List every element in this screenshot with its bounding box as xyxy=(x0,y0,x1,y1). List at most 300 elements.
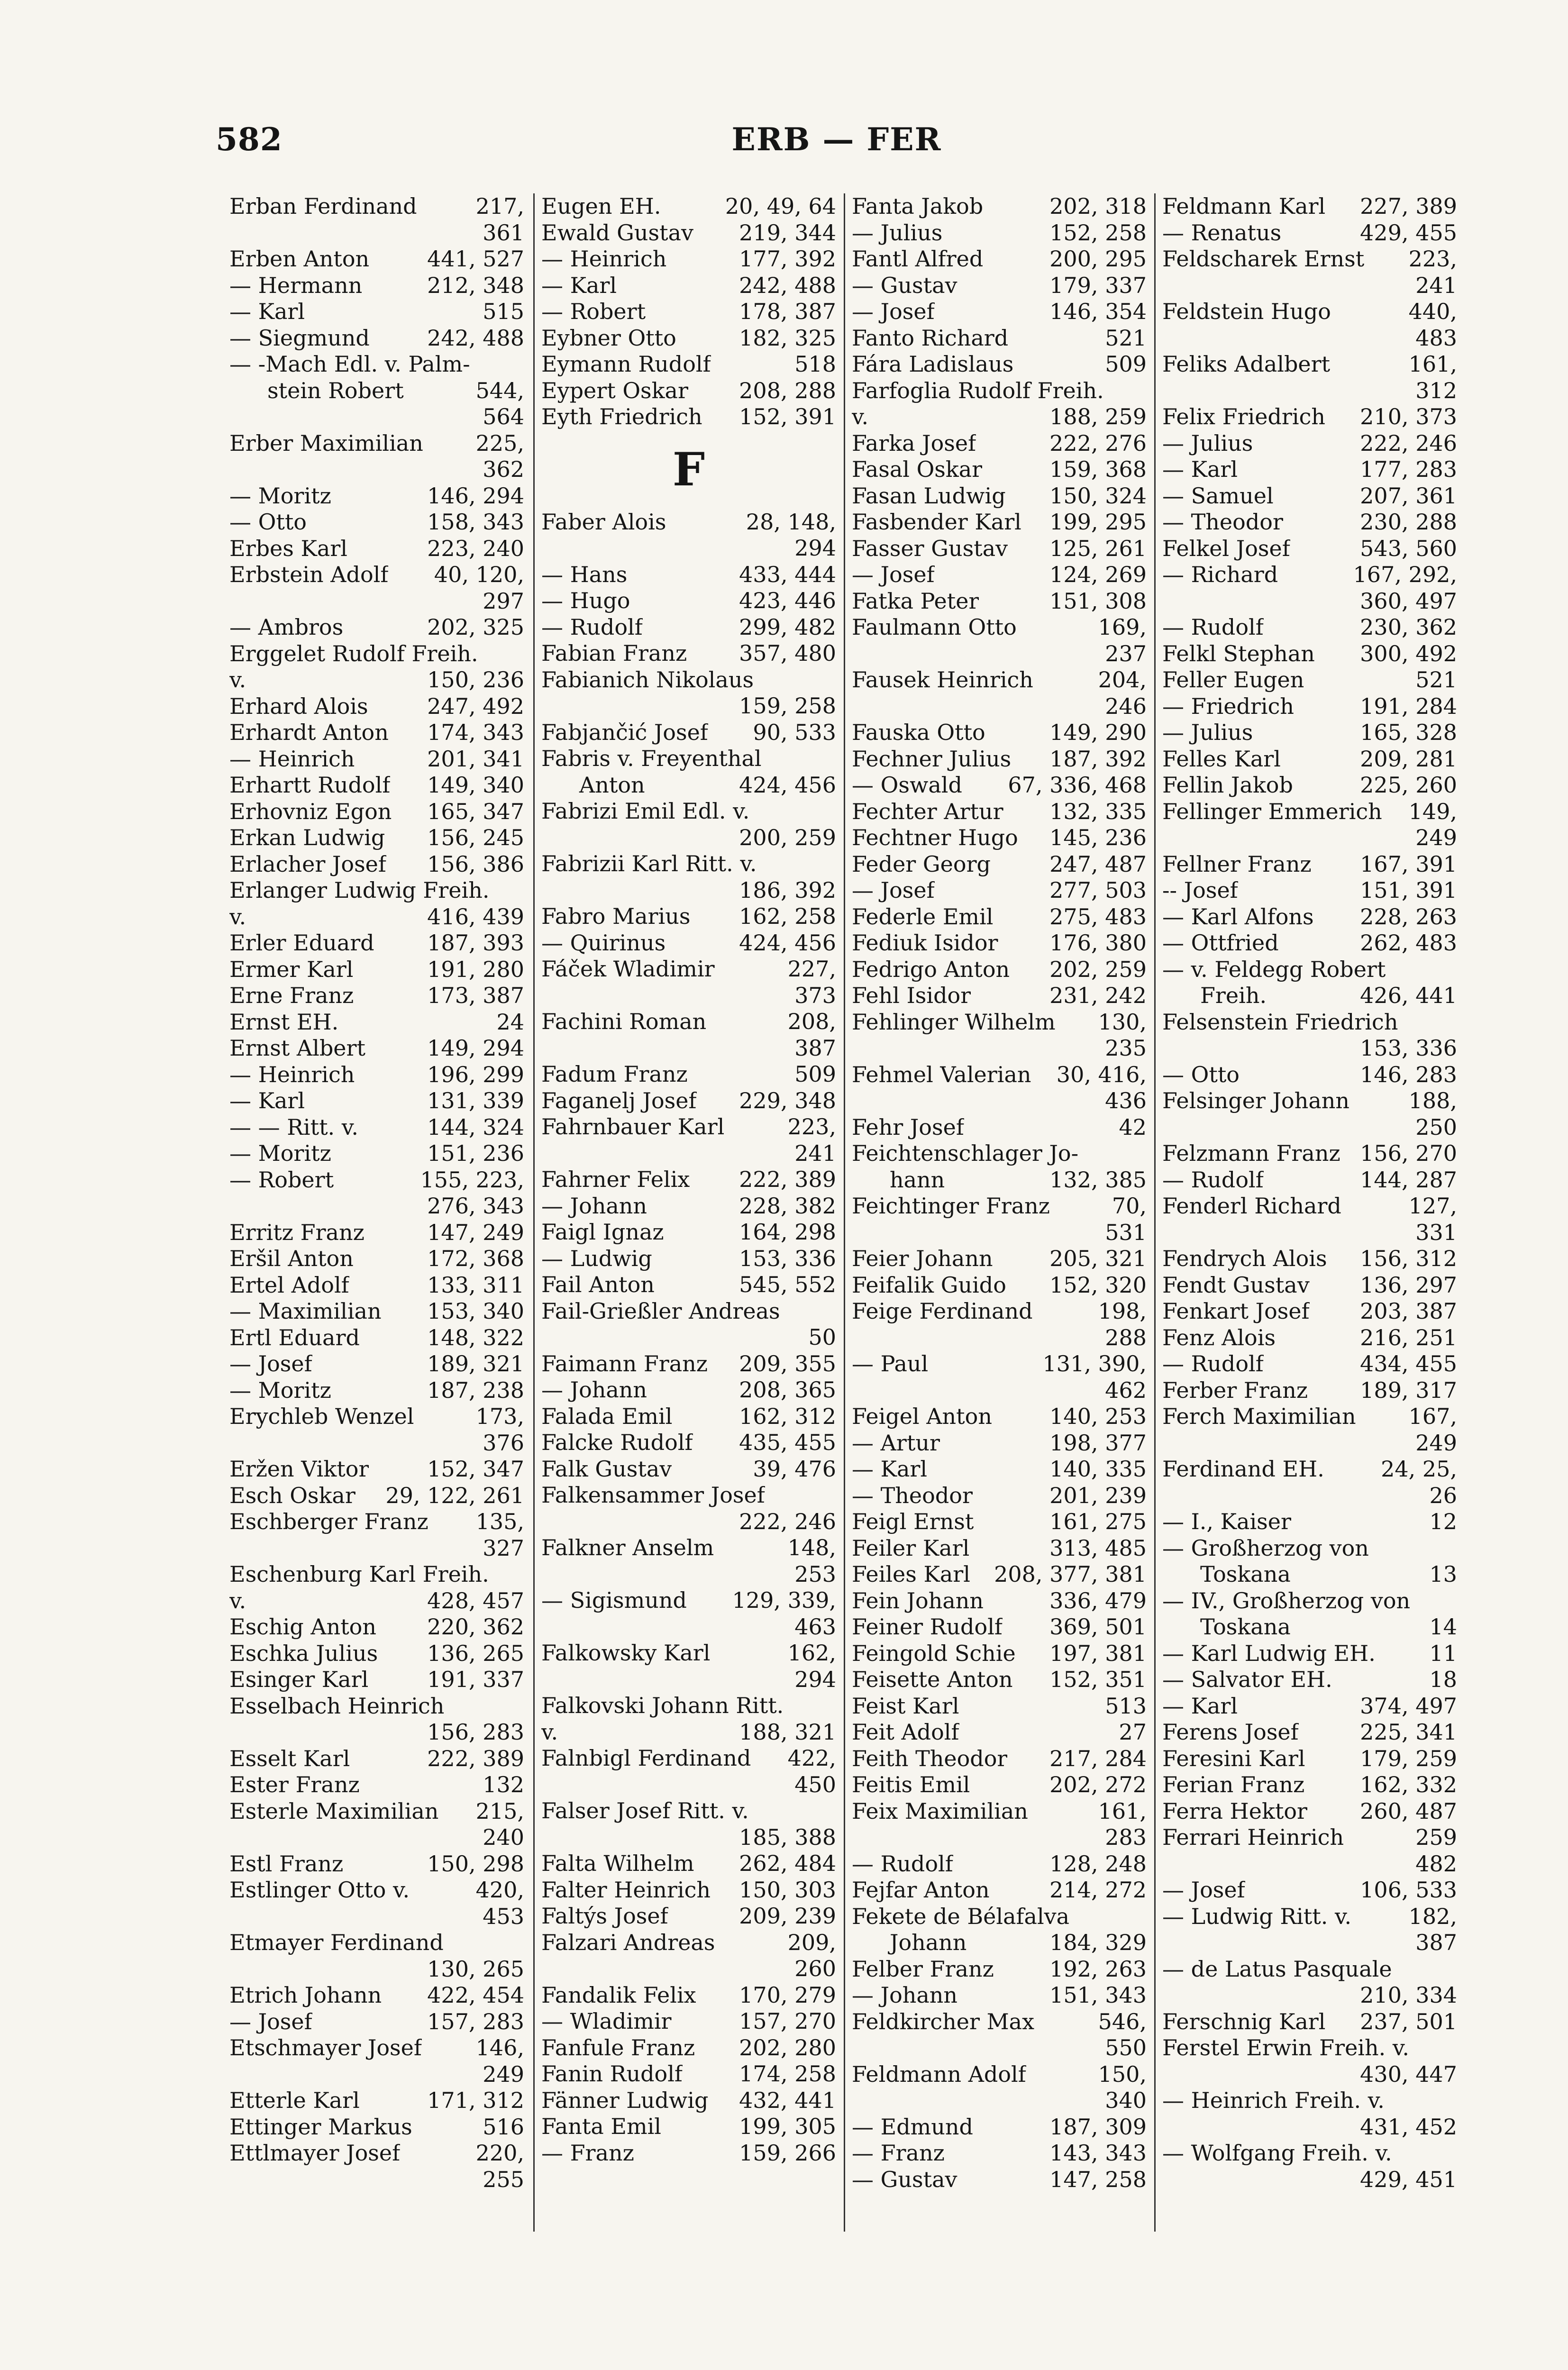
entry-pages xyxy=(830,1298,836,1325)
index-entry xyxy=(229,1404,524,1456)
entry-pages: 426, 441 xyxy=(1360,983,1457,1008)
entry-pages: 212, 348 xyxy=(427,272,524,298)
entry-pages xyxy=(1451,1588,1457,1614)
entry-pages: 147, 249 xyxy=(427,1219,524,1245)
entry-pages: 191, 284 xyxy=(1360,693,1457,719)
entry-pages: 29, 122, 261 xyxy=(385,1482,524,1508)
index-entry xyxy=(229,957,524,983)
entry-name: — Renatus xyxy=(1162,219,1282,246)
entry-pages: 222, 389 xyxy=(739,1167,836,1192)
entry-name: Eschka Julius xyxy=(229,1640,378,1666)
entry-pages: 40, 120, xyxy=(434,562,524,587)
index-entry xyxy=(541,956,836,1009)
index-entry xyxy=(541,351,836,378)
entry-pages-continued: 340 xyxy=(1105,2087,1147,2113)
index-entry xyxy=(229,693,524,720)
entry-name: — Rudolf xyxy=(852,1850,953,1877)
entry-pages: 313, 485 xyxy=(1049,1535,1147,1561)
entry-name: Fanta Jakob xyxy=(852,193,984,219)
entry-name: Falkovski Johann Ritt. xyxy=(541,1693,784,1718)
entry-name: Falcke Rudolf xyxy=(541,1430,693,1455)
index-entry xyxy=(541,1640,836,1693)
entry-pages: 171, 312 xyxy=(427,2087,524,2113)
index-entry xyxy=(229,930,524,957)
index-entry xyxy=(541,877,836,904)
entry-name: Feingold Schie xyxy=(852,1640,1016,1666)
entry-pages: 27 xyxy=(1119,1719,1147,1745)
entry-pages: 167, xyxy=(1408,1404,1457,1429)
entry-name: Fabris v. Freyenthal xyxy=(541,746,762,771)
entry-pages xyxy=(1451,1956,1457,1983)
entry-pages: 225, 341 xyxy=(1360,1719,1457,1745)
entry-name: Felzmann Franz xyxy=(1162,1140,1340,1166)
entry-pages: 215, xyxy=(475,1798,524,1824)
index-entry xyxy=(852,1351,1147,1404)
entry-name: — — Ritt. v. xyxy=(229,1114,358,1140)
entry-name: — Moritz xyxy=(229,483,331,509)
entry-pages: 201, 341 xyxy=(427,746,524,772)
entry-pages: 144, 287 xyxy=(1360,1167,1457,1193)
index-entry xyxy=(1162,456,1457,483)
entry-name: — Großherzog von xyxy=(1162,1535,1369,1561)
index-entry xyxy=(229,746,524,773)
entry-pages: 151, 308 xyxy=(1049,588,1147,614)
index-entry xyxy=(229,2035,524,2087)
index-entry xyxy=(541,193,836,220)
entry-pages: 144, 324 xyxy=(427,1114,524,1140)
entry-name: Fechter Artur xyxy=(852,798,1003,824)
entry-name: Ertl Eduard xyxy=(229,1324,360,1350)
entry-pages: 136, 297 xyxy=(1360,1272,1457,1298)
index-entry xyxy=(229,720,524,746)
entry-name: Feiner Rudolf xyxy=(852,1614,1003,1640)
index-entry xyxy=(229,1009,524,1036)
entry-pages: 199, 305 xyxy=(739,2114,836,2139)
index-entry xyxy=(229,273,524,299)
entry-pages: 124, 269 xyxy=(1049,562,1147,587)
index-entry xyxy=(229,1667,524,1693)
index-entry xyxy=(1162,904,1457,930)
entry-pages: 177, 392 xyxy=(739,246,836,272)
entry-pages xyxy=(519,351,524,378)
entry-name: Ferrari Heinrich xyxy=(1162,1824,1344,1850)
entry-pages: 188, 321 xyxy=(739,1719,836,1745)
entry-pages: 189, 321 xyxy=(427,1351,524,1376)
index-entry xyxy=(852,378,1147,404)
entry-name: Fasbender Karl xyxy=(852,509,1021,535)
index-entry xyxy=(1162,1772,1457,1798)
entry-name: Feigl Ernst xyxy=(852,1509,974,1534)
entry-name: Feresini Karl xyxy=(1162,1745,1305,1771)
entry-pages xyxy=(519,1561,524,1588)
index-entry xyxy=(1162,1009,1457,1036)
entry-name: Fail-Grießler Andreas xyxy=(541,1298,780,1324)
entry-name: — Sigismund xyxy=(541,1587,687,1613)
entry-pages: 127, xyxy=(1408,1193,1457,1219)
entry-pages: 201, 239 xyxy=(1049,1482,1147,1508)
entry-pages: 30, 416, xyxy=(1056,1061,1147,1087)
entry-pages-continued: 255 xyxy=(483,2166,524,2192)
index-entry xyxy=(1162,1272,1457,1299)
entry-name: — Johann xyxy=(541,1193,647,1219)
entry-pages-continued: 249 xyxy=(1415,1430,1457,1456)
entry-pages: 169, xyxy=(1098,614,1147,640)
entry-pages: 521 xyxy=(1415,667,1457,693)
entry-name: v. xyxy=(229,903,246,930)
entry-pages: 153, 336 xyxy=(739,1245,836,1271)
entry-pages: 151, 391 xyxy=(1360,877,1457,903)
index-entry xyxy=(852,483,1147,510)
index-entry xyxy=(229,1456,524,1483)
index-entry xyxy=(541,2140,836,2167)
index-entry xyxy=(1162,1956,1457,1983)
entry-name: — Heinrich Freih. v. xyxy=(1162,2087,1385,2113)
entry-name: hann xyxy=(890,1167,945,1193)
entry-name: Falta Wilhelm xyxy=(541,1850,694,1876)
entry-pages: 67, 336, 468 xyxy=(1008,772,1147,798)
entry-pages-continued: 436 xyxy=(1105,1088,1147,1113)
entry-pages: 509 xyxy=(1105,351,1147,377)
entry-pages: 515 xyxy=(483,299,524,324)
index-entry xyxy=(229,299,524,325)
index-entry xyxy=(1162,2087,1457,2114)
entry-name: Faltýs Josef xyxy=(541,1903,668,1929)
index-entry xyxy=(852,456,1147,483)
entry-pages: 131, 390, xyxy=(1042,1351,1147,1376)
entry-name: — Gustav xyxy=(852,2166,957,2192)
entry-pages: 13 xyxy=(1429,1561,1457,1587)
entry-pages: 222, 246 xyxy=(1360,430,1457,456)
index-entry xyxy=(1162,957,1457,983)
entry-name: — Hans xyxy=(541,561,628,587)
entry-pages: 135, xyxy=(475,1509,524,1534)
entry-pages: 187, 393 xyxy=(427,930,524,956)
index-entry xyxy=(1162,1167,1457,1194)
entry-pages: 150, 303 xyxy=(739,1877,836,1903)
entry-name: — Paul xyxy=(852,1351,929,1376)
index-entry xyxy=(541,2008,836,2035)
index-entry xyxy=(1162,1298,1457,1325)
entry-pages-continued: 276, 343 xyxy=(427,1193,524,1219)
entry-pages: 170, 279 xyxy=(739,1982,836,2008)
entry-name: Fandalik Felix xyxy=(541,1982,696,2008)
index-entry xyxy=(229,1325,524,1351)
entry-pages-continued: 253 xyxy=(794,1561,836,1587)
entry-name: Eržen Viktor xyxy=(229,1456,369,1482)
entry-pages: 132, 385 xyxy=(1049,1167,1147,1193)
entry-name: — Robert xyxy=(541,299,646,324)
entry-name: Feldmann Adolf xyxy=(852,2061,1026,2087)
entry-pages-continued: 361 xyxy=(483,219,524,246)
index-entry xyxy=(541,720,836,746)
entry-name: Fenderl Richard xyxy=(1162,1193,1341,1219)
index-entry xyxy=(1162,1614,1457,1641)
entry-pages: 151, 236 xyxy=(427,1140,524,1166)
entry-name: Feige Ferdinand xyxy=(852,1298,1033,1324)
entry-name: Erlanger Ludwig Freih. xyxy=(229,877,490,903)
entry-pages: 423, 446 xyxy=(739,588,836,613)
entry-pages: 210, 334 xyxy=(1360,1982,1457,2008)
entry-name: Ferian Franz xyxy=(1162,1772,1305,1797)
entry-name: — Julius xyxy=(1162,430,1253,456)
entry-name: Feist Karl xyxy=(852,1693,959,1719)
entry-pages-continued: 362 xyxy=(483,456,524,482)
index-entry xyxy=(1162,246,1457,299)
entry-name: Fendt Gustav xyxy=(1162,1272,1310,1298)
index-entry xyxy=(1162,641,1457,667)
index-entry xyxy=(541,1430,836,1456)
index-entry xyxy=(852,2140,1147,2167)
entry-pages: 179, 259 xyxy=(1360,1745,1457,1771)
entry-pages: 24 xyxy=(496,1009,524,1035)
entry-name: — Ludwig xyxy=(541,1245,652,1271)
entry-name: Fabrizi Emil Edl. v. xyxy=(541,798,750,824)
entry-name: Fellner Franz xyxy=(1162,851,1312,877)
entry-name: Farfoglia Rudolf Freih. xyxy=(852,377,1104,403)
entry-name: v. xyxy=(541,1719,558,1745)
entry-pages: 299, 482 xyxy=(739,614,836,640)
entry-name: Freih. xyxy=(1200,983,1267,1008)
entry-pages: 198, xyxy=(1098,1298,1147,1324)
entry-name: — Hermann xyxy=(229,272,363,298)
entry-pages-continued: 235 xyxy=(1105,1035,1147,1061)
entry-pages: 422, xyxy=(787,1745,836,1771)
index-entry xyxy=(1162,1877,1457,1904)
entry-name: — Artur xyxy=(852,1430,940,1456)
entry-name: Ferber Franz xyxy=(1162,1377,1308,1403)
index-entry xyxy=(852,246,1147,273)
entry-pages: 220, xyxy=(475,2140,524,2166)
entry-pages: 203, 387 xyxy=(1360,1298,1457,1324)
entry-pages: 150, xyxy=(1098,2061,1147,2087)
entry-pages xyxy=(519,1693,524,1720)
entry-name: Eypert Oskar xyxy=(541,377,688,403)
index-entry xyxy=(229,351,524,378)
entry-name: Ferens Josef xyxy=(1162,1719,1299,1745)
entry-name: Eschenburg Karl Freih. xyxy=(229,1561,489,1587)
index-entry xyxy=(1162,193,1457,220)
index-entry xyxy=(852,1693,1147,1720)
index-entry xyxy=(541,1404,836,1430)
entry-name: Feigel Anton xyxy=(852,1404,992,1429)
index-entry xyxy=(229,1272,524,1299)
entry-pages: 159, 266 xyxy=(739,2140,836,2166)
page-header xyxy=(216,121,1458,168)
entry-name: Fehlinger Wilhelm xyxy=(852,1009,1056,1035)
entry-pages: 165, 328 xyxy=(1360,720,1457,745)
entry-pages: 230, 362 xyxy=(1360,614,1457,640)
entry-name: Ferschnig Karl xyxy=(1162,2008,1326,2034)
entry-pages: 147, 258 xyxy=(1049,2166,1147,2192)
index-entry xyxy=(229,2009,524,2035)
index-entry xyxy=(1162,1719,1457,1746)
entry-name: Fabianich Nikolaus xyxy=(541,666,754,693)
index-entry xyxy=(852,1272,1147,1299)
entry-name: Anton xyxy=(579,772,645,798)
index-entry xyxy=(852,299,1147,325)
index-entry xyxy=(541,903,836,930)
entry-pages: 161, 275 xyxy=(1049,1509,1147,1534)
entry-pages: 434, 455 xyxy=(1360,1351,1457,1376)
entry-name: Estlinger Otto v. xyxy=(229,1877,410,1903)
entry-pages: 152, 258 xyxy=(1049,219,1147,246)
entry-pages xyxy=(830,798,836,825)
entry-pages-continued: 463 xyxy=(794,1613,836,1640)
entry-name: Falter Heinrich xyxy=(541,1877,711,1903)
entry-pages: 209, 239 xyxy=(739,1903,836,1929)
index-entry xyxy=(541,1930,836,1982)
index-entry xyxy=(852,877,1147,904)
entry-pages-continued: 26 xyxy=(1429,1482,1457,1508)
entry-name: Erhovniz Egon xyxy=(229,798,392,824)
entry-pages: 155, 223, xyxy=(420,1167,524,1193)
entry-pages: 148, xyxy=(787,1535,836,1560)
entry-pages: 222, 276 xyxy=(1049,430,1147,456)
index-entry xyxy=(229,851,524,878)
entry-name: Feldmann Karl xyxy=(1162,193,1326,219)
entry-pages: 217, xyxy=(475,193,524,219)
entry-pages: 156, 386 xyxy=(427,851,524,877)
entry-name: Toskana xyxy=(1200,1614,1291,1640)
index-entry xyxy=(1162,2061,1457,2088)
entry-pages: 202, 272 xyxy=(1049,1772,1147,1797)
index-entry xyxy=(541,1482,836,1509)
section-letter: F xyxy=(672,442,705,496)
entry-name: Fára Ladislaus xyxy=(852,351,1014,377)
entry-name: — Franz xyxy=(852,2140,945,2166)
index-entry xyxy=(229,614,524,641)
entry-pages: 11 xyxy=(1429,1640,1457,1666)
entry-name: Falser Josef Ritt. v. xyxy=(541,1798,749,1823)
entry-name: Fediuk Isidor xyxy=(852,930,998,956)
entry-name: Fasan Ludwig xyxy=(852,483,1006,509)
index-entry xyxy=(229,1877,524,1930)
entry-name: Erber Maximilian xyxy=(229,430,423,456)
entry-pages: 172, 368 xyxy=(427,1246,524,1271)
entry-name: — Franz xyxy=(541,2140,634,2166)
index-entry xyxy=(229,772,524,799)
index-entry xyxy=(852,509,1147,536)
entry-name: v. xyxy=(852,404,869,429)
index-entry xyxy=(229,1930,524,1956)
entry-name: Fáček Wladimir xyxy=(541,956,715,982)
entry-name: — Salvator EH. xyxy=(1162,1667,1332,1692)
entry-pages: 433, 444 xyxy=(739,561,836,587)
entry-pages: 543, 560 xyxy=(1360,535,1457,561)
entry-name: Fänner Ludwig xyxy=(541,2087,709,2113)
entry-pages: 90, 533 xyxy=(753,719,836,745)
index-entry xyxy=(1162,1377,1457,1404)
entry-name: Fanta Emil xyxy=(541,2114,661,2139)
index-entry xyxy=(852,720,1147,746)
entry-name: Fechtner Hugo xyxy=(852,825,1018,850)
index-entry xyxy=(229,1140,524,1167)
index-entry xyxy=(852,1009,1147,1062)
entry-name: Falnbigl Ferdinand xyxy=(541,1745,751,1771)
entry-name: — Karl Ludwig EH. xyxy=(1162,1640,1376,1666)
entry-pages: 188, xyxy=(1408,1088,1457,1113)
entry-name: — Rudolf xyxy=(541,614,643,640)
entry-name: Falkensammer Josef xyxy=(541,1482,765,1508)
entry-name: Erbes Karl xyxy=(229,535,347,561)
index-entry xyxy=(229,1693,524,1720)
entry-pages: 197, 381 xyxy=(1049,1640,1147,1666)
entry-name: — Josef xyxy=(852,299,935,324)
entry-pages: 152, 391 xyxy=(739,404,836,429)
entry-pages xyxy=(830,1482,836,1509)
entry-pages: 230, 288 xyxy=(1360,509,1457,535)
entry-pages: 229, 348 xyxy=(739,1087,836,1113)
entry-pages: 149, 290 xyxy=(1049,720,1147,745)
index-entry xyxy=(229,430,524,483)
entry-name: Ferch Maximilian xyxy=(1162,1404,1356,1429)
entry-pages: 145, 236 xyxy=(1049,825,1147,850)
index-entry xyxy=(229,536,524,562)
entry-name: v. xyxy=(229,1587,246,1613)
index-entry xyxy=(852,1246,1147,1272)
index-entry xyxy=(1162,2035,1457,2061)
entry-pages-continued: 294 xyxy=(794,1666,836,1692)
index-entry xyxy=(1162,536,1457,562)
entry-pages: 189, 317 xyxy=(1360,1377,1457,1403)
entry-pages: 357, 480 xyxy=(739,640,836,666)
entry-pages: 162, 312 xyxy=(739,1403,836,1429)
entry-name: Feliks Adalbert xyxy=(1162,351,1331,377)
entry-pages-continued: 246 xyxy=(1105,693,1147,719)
entry-pages: 220, 362 xyxy=(427,1614,524,1640)
entry-name: Ertel Adolf xyxy=(229,1272,349,1298)
entry-pages: 157, 270 xyxy=(739,2008,836,2034)
index-entry xyxy=(229,325,524,352)
entry-pages: 156, 312 xyxy=(1360,1246,1457,1271)
index-entry xyxy=(1162,772,1457,799)
entry-name: Erben Anton xyxy=(229,246,370,272)
entry-pages-continued: 483 xyxy=(1415,325,1457,351)
index-entry xyxy=(852,562,1147,588)
entry-pages: 277, 503 xyxy=(1049,877,1147,903)
entry-pages: 164, 298 xyxy=(739,1219,836,1245)
entry-name: Esterle Maximilian xyxy=(229,1798,439,1824)
entry-pages: 148, 322 xyxy=(427,1324,524,1350)
entry-pages: 546, xyxy=(1098,2008,1147,2034)
index-entry xyxy=(852,325,1147,352)
index-entry xyxy=(852,1956,1147,1983)
entry-name: — Rudolf xyxy=(1162,614,1264,640)
entry-name: Etmayer Ferdinand xyxy=(229,1930,444,1955)
entry-pages-continued: 249 xyxy=(1415,825,1457,850)
entry-name: Fejfar Anton xyxy=(852,1877,990,1903)
entry-pages: 182, xyxy=(1408,1903,1457,1929)
index-entry xyxy=(229,877,524,904)
index-entry xyxy=(852,930,1147,957)
entry-name: Erggelet Rudolf Freih. xyxy=(229,640,478,666)
entry-name: Ettlmayer Josef xyxy=(229,2140,401,2166)
index-entry xyxy=(541,299,836,325)
entry-pages: 208, 288 xyxy=(739,377,836,403)
entry-name: — Josef xyxy=(1162,1877,1245,1903)
entry-name: Fellin Jakob xyxy=(1162,772,1293,798)
index-entry xyxy=(1162,746,1457,773)
index-entry xyxy=(1162,851,1457,878)
index-entry xyxy=(541,1009,836,1061)
entry-pages xyxy=(1141,1140,1147,1167)
index-entry xyxy=(852,904,1147,930)
entry-pages: 136, 265 xyxy=(427,1640,524,1666)
entry-pages-continued: 249 xyxy=(483,2061,524,2087)
entry-name: Fadum Franz xyxy=(541,1061,688,1087)
index-entry xyxy=(541,273,836,299)
entry-pages: 204, xyxy=(1098,667,1147,693)
